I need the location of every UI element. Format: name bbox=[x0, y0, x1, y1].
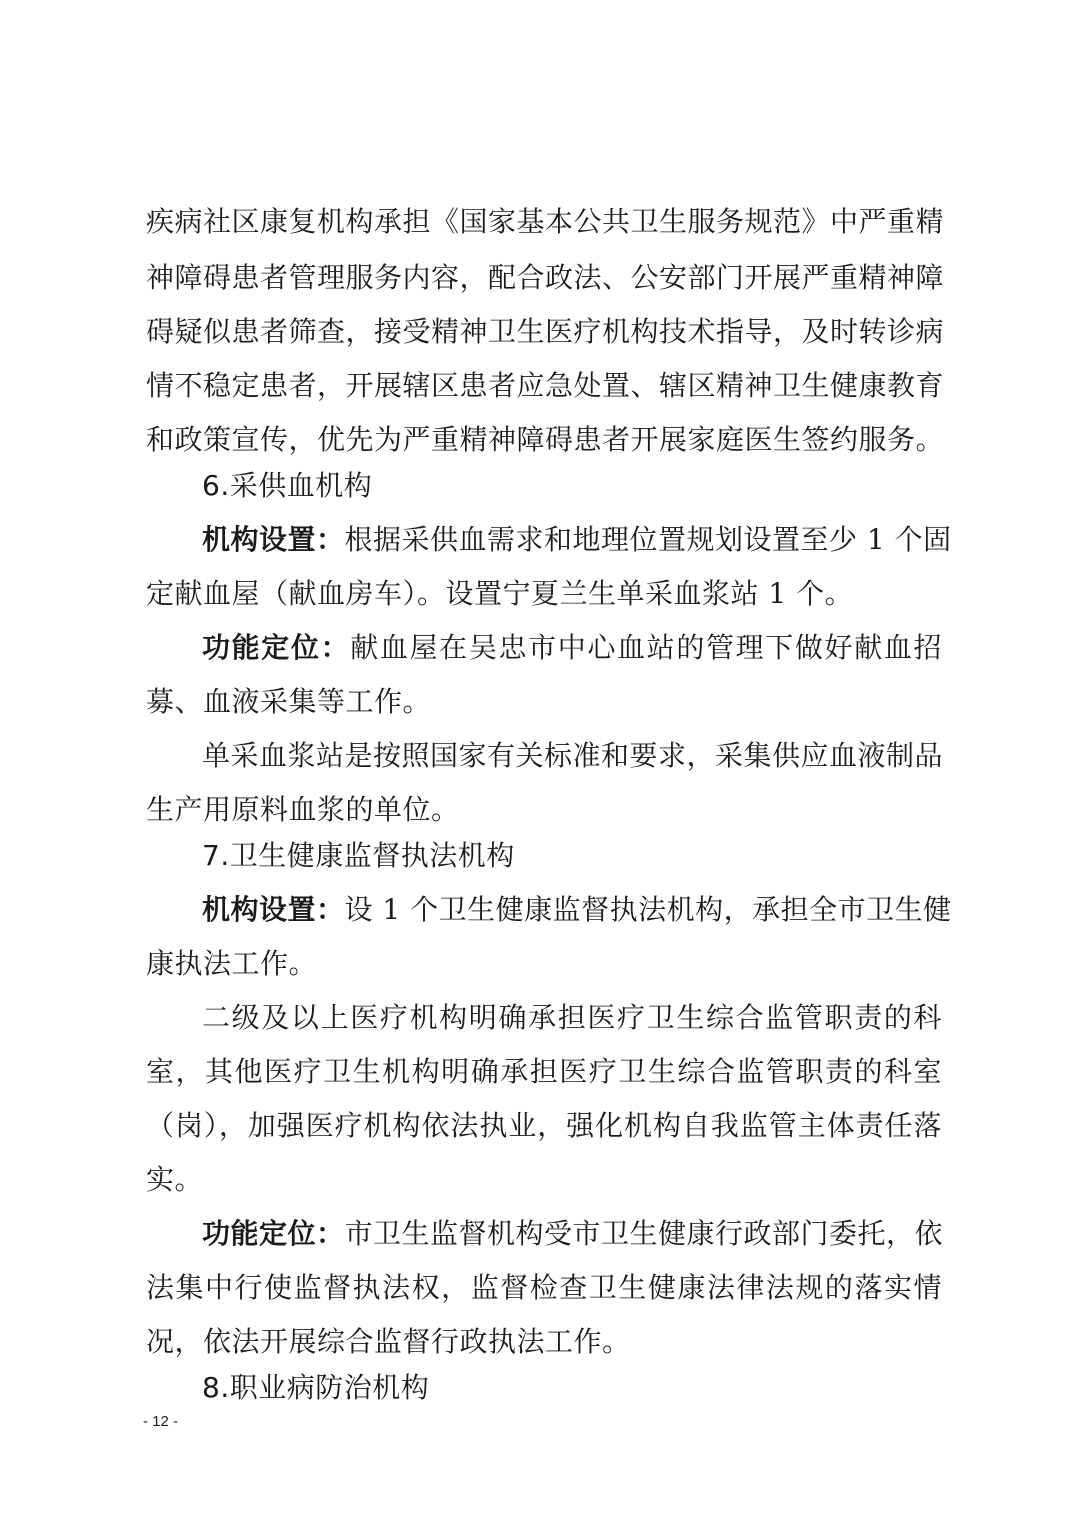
body-text: 献血屋在吴忠市中心血站的管理下做好献血招 bbox=[350, 631, 942, 664]
function-paragraph bbox=[202, 1216, 942, 1252]
body-text-line: 定献血屋（献血房车）。设置宁夏兰生单采血浆站 1 个。 bbox=[146, 577, 854, 610]
setup-label: 机构设置： bbox=[202, 893, 345, 926]
body-text-line: 情不稳定患者，开展辖区患者应急处置、辖区精神卫生健康教育 bbox=[146, 369, 945, 402]
section-heading: 8.职业病防治机构 bbox=[202, 1371, 430, 1404]
body-text-line: 碍疑似患者筛查，接受精神卫生医疗机构技术指导，及时转诊病 bbox=[146, 315, 945, 348]
body-text-line: 实。 bbox=[146, 1163, 204, 1196]
function-label: 功能定位： bbox=[202, 1217, 345, 1250]
body-text-line: 况，依法开展综合监督行政执法工作。 bbox=[146, 1325, 631, 1358]
function-paragraph bbox=[202, 630, 942, 666]
section-heading: 7.卫生健康监督执法机构 bbox=[202, 839, 515, 872]
body-text-line: 法集中行使监督执法权，监督检查卫生健康法律法规的落实情 bbox=[146, 1271, 942, 1304]
body-text: 设 1 个卫生健康监督执法机构，承担全市卫生健 bbox=[344, 893, 952, 926]
body-text-line: 疾病社区康复机构承担《国家基本公共卫生服务规范》中严重精 bbox=[146, 205, 945, 238]
body-text-line: （岗），加强医疗机构依法执业，强化机构自我监管主体责任落 bbox=[146, 1109, 942, 1142]
page-number: - 12 - bbox=[143, 1413, 179, 1430]
body-text-line: 二级及以上医疗机构明确承担医疗卫生综合监管职责的科 bbox=[202, 1001, 942, 1034]
body-text-line: 单采血浆站是按照国家有关标准和要求，采集供应血液制品 bbox=[202, 739, 944, 772]
body-text-line: 和政策宣传，优先为严重精神障碍患者开展家庭医生签约服务。 bbox=[146, 423, 945, 456]
section-heading: 6.采供血机构 bbox=[202, 469, 373, 502]
body-text-line: 室，其他医疗卫生机构明确承担医疗卫生综合监管职责的科室 bbox=[146, 1055, 942, 1088]
body-text-line: 生产用原料血浆的单位。 bbox=[146, 793, 460, 826]
setup-label: 机构设置： bbox=[202, 523, 345, 556]
setup-paragraph bbox=[202, 522, 952, 558]
body-text-line: 康执法工作。 bbox=[146, 947, 318, 980]
body-text-line: 募、血液采集等工作。 bbox=[146, 685, 432, 718]
setup-paragraph bbox=[202, 892, 952, 928]
function-label: 功能定位： bbox=[202, 631, 351, 664]
body-text-line: 神障碍患者管理服务内容，配合政法、公安部门开展严重精神障 bbox=[146, 261, 945, 294]
body-text: 根据采供血需求和地理位置规划设置至少 1 个固 bbox=[344, 523, 952, 556]
body-text: 市卫生监督机构受市卫生健康行政部门委托，依 bbox=[344, 1217, 944, 1250]
